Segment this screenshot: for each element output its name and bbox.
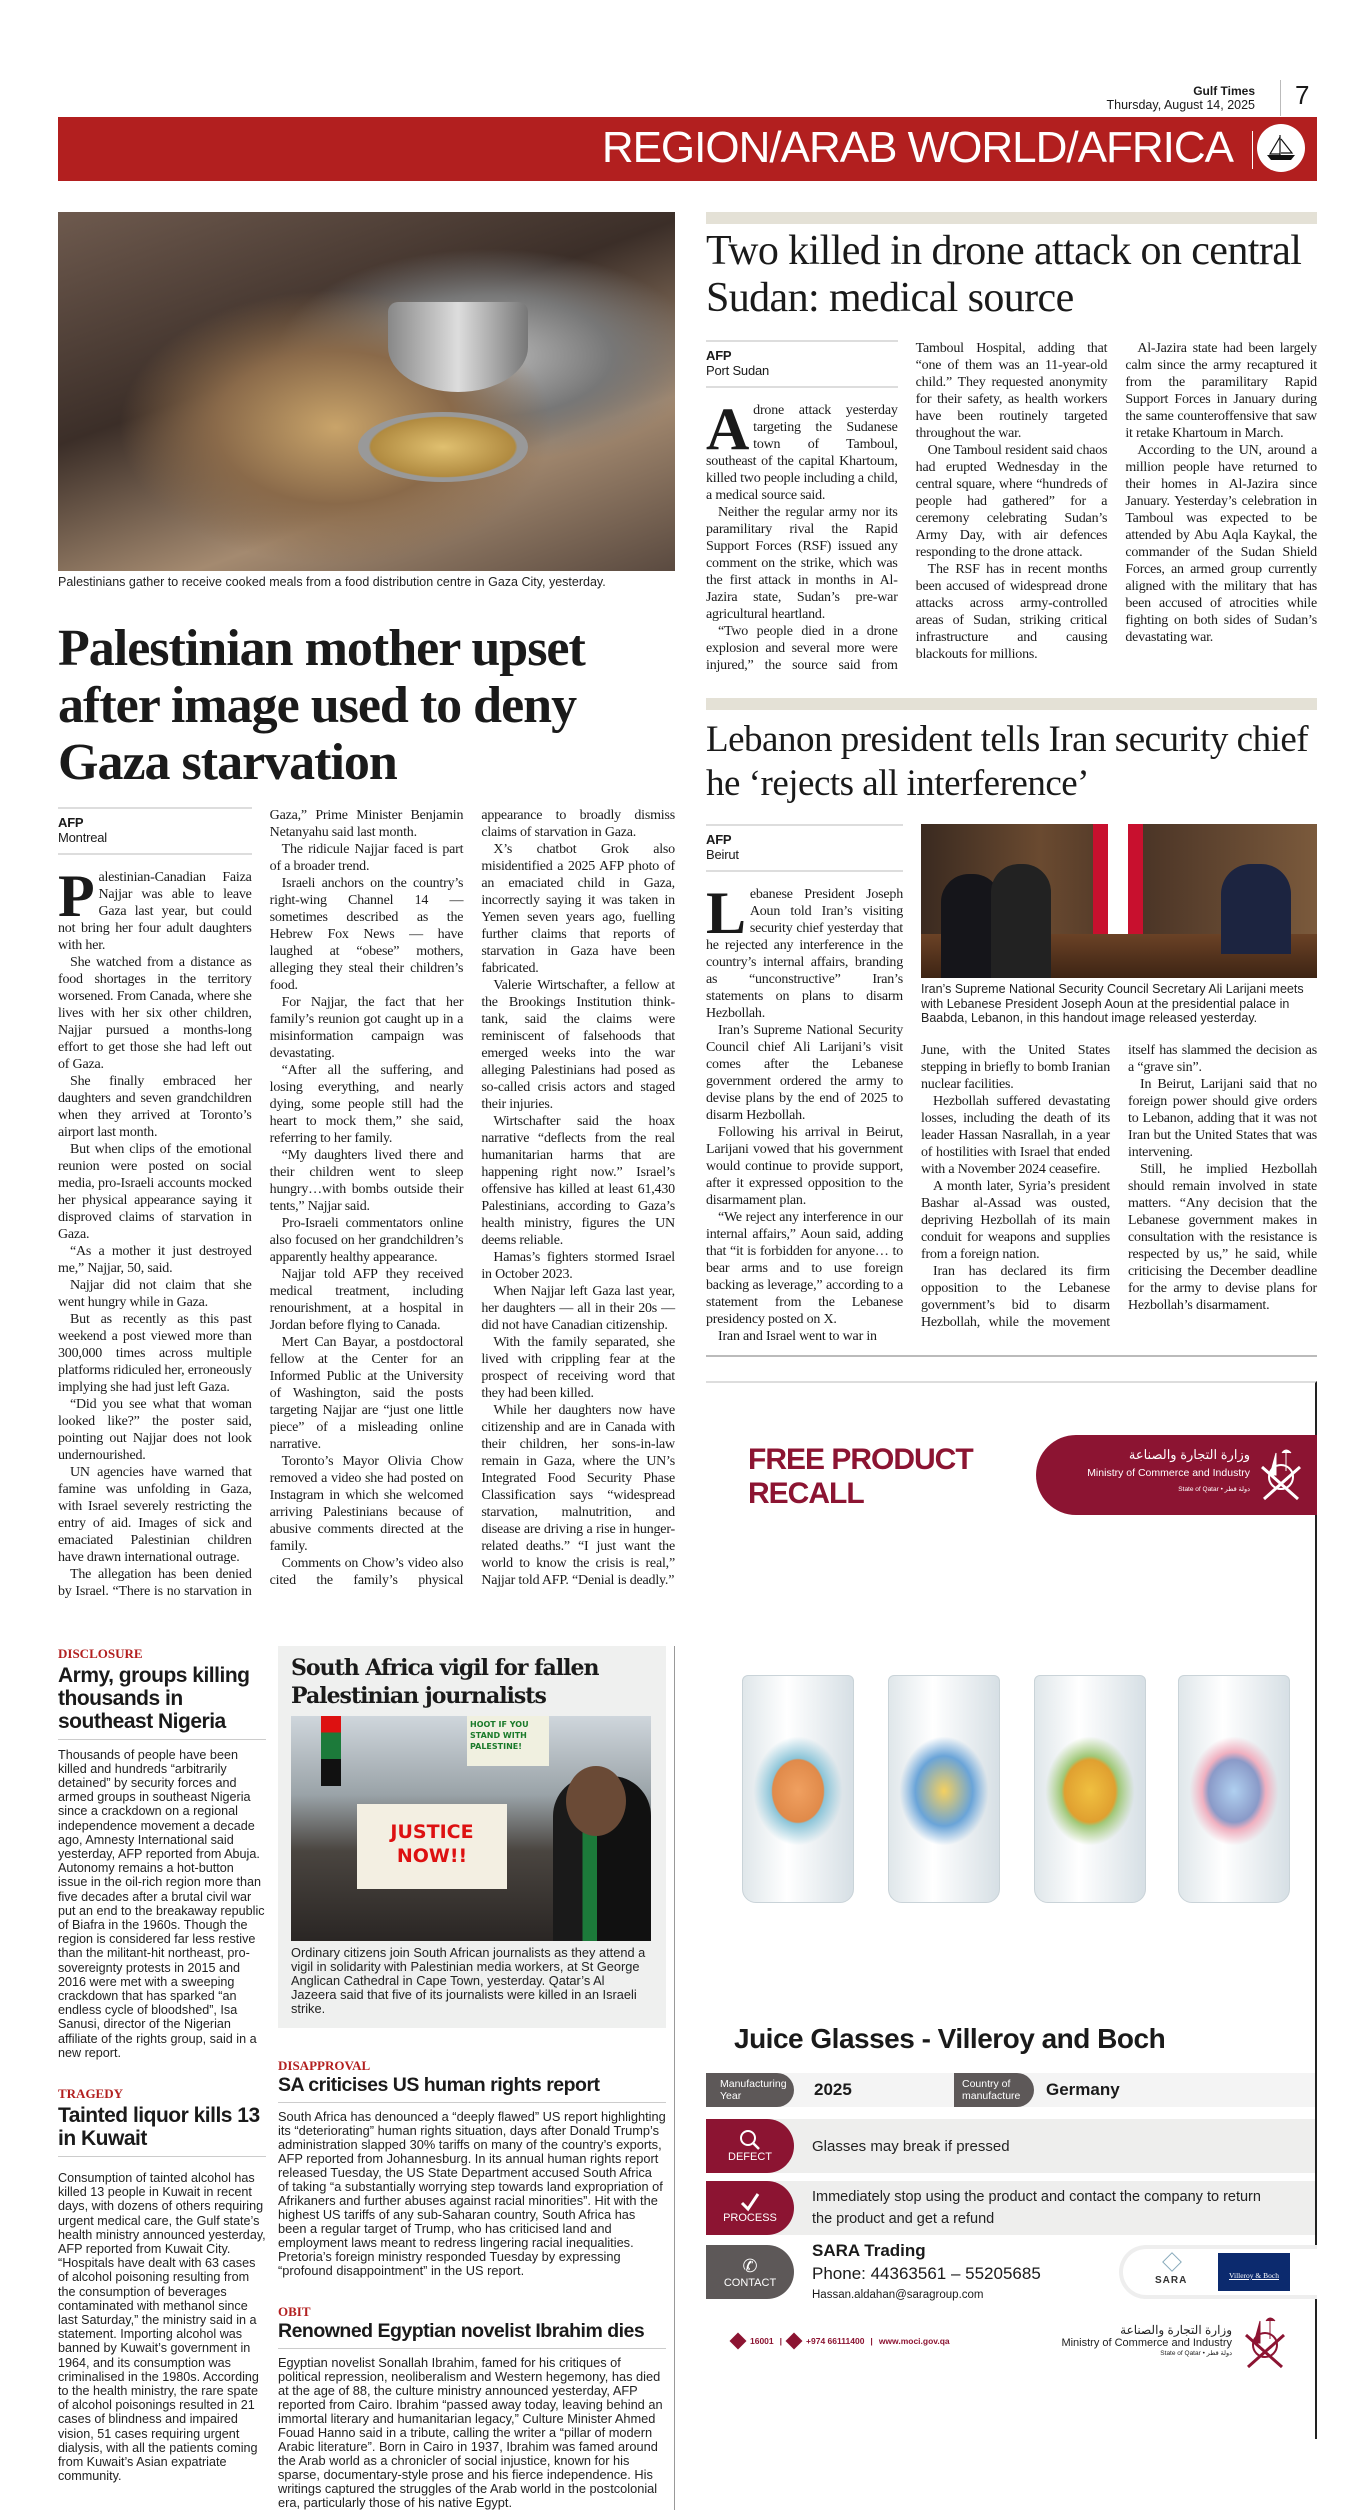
paragraph: X’s chatbot Grok also misidentified a 2025 AFP photo of an emaciated child in Gaza, incorrectly saying it was taken in Yemen seven years ago, fuelling further claims that reports of starvation in Gaza have been fabricated. [481, 841, 675, 976]
paragraph: Adrone attack yesterday targeting the Sudanese town of Tamboul, southeast of the capital Khartoum, killed two people including a child, a medical source said. [706, 396, 898, 503]
paragraph: Iran’s Supreme National Security Council chief Ali Larijani’s visit comes after the Lebanese government ordered the army to devise plans by the end of 2025 to disarm Hezbollah. [706, 1023, 903, 1123]
gaza-photo-caption: Palestinians gather to receive cooked meals from a food distribution centre in Gaza City, yesterday. [58, 575, 606, 589]
paragraph: Neither the regular army nor its paramilitary rival the Rapid Support Forces (RSF) issued any comment on the strike, which was the first attack in months in Al-Jazira state, Sudan’s pre-war agricultural heartland. [706, 505, 898, 622]
lebanon-article [706, 824, 1317, 1345]
state-of-qatar: State of Qatar • دولة قطر [1178, 1486, 1250, 1493]
kicker: DISCLOSURE [58, 1645, 143, 1661]
bottom-briefs [58, 1646, 675, 2510]
recall-title: FREE PRODUCT RECALL [748, 1443, 973, 1510]
dateline: Montreal [58, 829, 107, 845]
section-rule [706, 698, 1317, 710]
paragraph: UN agencies have warned that famine was unfolding in Gaza, with Israel severely restricting the entry of aid. Images of sick and emaciated Palestinian children have drawn international outrage. [58, 1464, 252, 1565]
process-tag [706, 2181, 794, 2235]
right-half [706, 212, 1317, 2439]
checkmark-icon [740, 2192, 760, 2212]
defect-tag [706, 2119, 794, 2173]
paragraph: When Najjar left Gaza last year, her daughters — all in their 20s — did not have Canadian citizenship. [481, 1283, 675, 1333]
glass [888, 1675, 1000, 1903]
year-value: 2025 [814, 2080, 852, 2099]
palestinian-flag [321, 1716, 341, 1786]
paragraph: “We reject any interference in our internal affairs,” Aoun said, adding that “it is forbidden for anyone… to bear arms and to use foreign backing as leverage,” according to a statement from the Lebanese presidency posted on X. [706, 1210, 903, 1327]
section-title: REGION/ARAB WORLD/AFRICA [601, 123, 1233, 172]
ministry-contacts [732, 2335, 950, 2347]
ministry-badge [1036, 1435, 1317, 1515]
qatar-emblem-icon [1242, 2315, 1288, 2376]
glass [742, 1675, 854, 1903]
lebanon-right [921, 824, 1317, 1345]
state-of-qatar: State of Qatar • دولة قطر [1160, 2350, 1232, 2357]
lebanon-headline: Lebanon president tells Iran security chief he ‘rejects all interference’ [706, 719, 1309, 804]
paragraph: Mert Can Bayar, a postdoctoral fellow at the Center for an Informed Public at the University of Washington, said the posts targeting Najjar are “just one little piece” of a misleading online narrative. [269, 1334, 464, 1452]
paragraph: While her daughters now have citizenship and are in Canada with their children, her sons-in-law remain in Gaza, where the UN’s Integrated Food Security Phase Classification says “widespread starvation, malnutrition, and disease are driving a rise in hunger-related deaths.” “I just want the world to know the crisis is real,” Najjar told AFP. “Denial is deadly.” [481, 1402, 675, 1588]
company-email[interactable]: Hassan.aldahan@saragroup.com [812, 2289, 984, 2301]
paragraph: Toronto’s Mayor Olivia Chow removed a video she had posted on Instagram in which she welcomed arriving Palestinians because of abusive comments directed at the family. [269, 1453, 464, 1554]
paragraph: According to the UN, around a million people have returned to their homes in Al-Jazira since January. Yesterday’s celebration in Tamboul was expected to be attended by Abu Aqla Kaykal, the commander of the Sudan Shield Forces, an armed group currently aligned with the military that has been accused of atrocities while fighting on both sides of Sudan’s devastating war. [1125, 443, 1317, 645]
brief-body: Egyptian novelist Sonallah Ibrahim, famed for his critiques of political repression, neoliberalism and Western hegemony, has died at the age of 88, the culture ministry announced yesterday, AFP reported from Cairo. Ibrahim “passed away today, leaving behind an immortal literary and humanitarian legacy,” Culture Minister Ahmed Fouad Hanno said in a tribute, calling the writer a “pillar of modern Arabic literature”. Born in Cairo in 1937, Ibrahim was famed around the Arab world as a chronicler of social injustice, known for his sparse, documentary-style prose and his fierce independence. His writings captured the struggles of the Arab world in the postcolonial era, particularly those of his native Egypt. [278, 2354, 663, 2510]
paragraph: She finally embraced her daughters and seven grandchildren when they arrived at Toronto’s airport last month. [58, 1073, 252, 1140]
divider: | [779, 2336, 783, 2346]
justice-now-banner: JUSTICE NOW!! [357, 1804, 507, 1889]
sudan-byline [706, 340, 898, 388]
divider [1252, 131, 1253, 169]
paragraph: “As a mother it just destroyed me,” Najjar, 50, said. [58, 1243, 252, 1276]
company-phone: Phone: 44363561 – 55205685 [812, 2264, 1041, 2283]
kicker: OBIT [278, 2303, 311, 2319]
defect-label: DEFECT [728, 2151, 772, 2163]
paragraph: In Beirut, Larijani said that no foreign power should give orders to Lebanon, adding that it was not Iran but the United States that was intervening. [1128, 1076, 1317, 1160]
page-number: 7 [1280, 80, 1309, 116]
paragraph: One Tamboul resident said chaos had erupted Wednesday in the central square, where “hundreds of people had gathered” for a ceremony celebrating Sudan’s Army Day, with air defences responding to the drone attack. [915, 443, 1108, 560]
whatsapp: +974 66111400 [806, 2336, 865, 2346]
kicker: DISAPPROVAL [278, 2057, 371, 2073]
hotline: 16001 [750, 2336, 774, 2346]
person [991, 864, 1051, 978]
larijani-aoun-meeting-photo [921, 824, 1317, 978]
paragraph: The ridicule Najjar faced is part of a broader trend. [269, 841, 464, 874]
paragraph: “Did you see what that woman looked like?” the poster said, pointing out Najjar does not look undernourished. [58, 1396, 252, 1463]
paragraph: Iran and Israel went to war in [718, 1329, 877, 1344]
lebanon-byline [706, 824, 903, 872]
defect-row [706, 2119, 1315, 2173]
process-label: PROCESS [723, 2212, 777, 2224]
vigil-box [278, 1646, 666, 2028]
dateline: Port Sudan [706, 363, 770, 378]
dhow-logo-icon [1257, 124, 1305, 172]
gaza-byline [58, 807, 252, 855]
left-half [58, 212, 675, 2510]
paragraph: A month later, Syria’s president Bashar al-Assad was ousted, depriving Hezbollah of its main conduit for weapons and supplies from a foreign nation. [921, 1178, 1110, 1262]
gaza-food-distribution-photo [58, 212, 675, 571]
contact-label: CONTACT [723, 2276, 777, 2289]
company-name: SARA Trading [812, 2241, 926, 2260]
paragraph: Najjar did not claim that she went hungry while in Gaza. [58, 1277, 252, 1310]
agency: AFP [58, 814, 84, 830]
qatar-emblem-icon [1258, 1447, 1304, 1508]
issue-date: Thursday, August 14, 2025 [1106, 98, 1255, 112]
paragraph: “Two people died in a drone explosion and several more were injured,” the source said from Tamboul Hospital, adding that “one of them was an 11-year-old child.” They requested anonymity for their safety, as health workers have been routinely targeted throughout the war. [706, 341, 1108, 673]
brief-body: Thousands of people have been killed and hundreds “arbitrarily detained” by security forces and armed groups in southeast Nigeria since a crackdown on a regional independence movement a decade ago, Amnesty International said yesterday, AFP reported from Abuja. Autonomy remains a hot-button issue in the oil-rich region more than five decades after a brutal civil war put an end to the breakaway republic of Biafra in the 1960s. Though the region is considered far less restive than the militant-hit northeast, pro-sovereignty protests in 2015 and 2016 were met with a sweeping crackdown that has sparked “an endless cycle of bloodshed”, Isa Sanusi, director of the Nigerian affiliate of the rights group, said in a new report. [58, 1747, 265, 2060]
paragraph: The RSF has in recent months been accused of widespread drone attacks across army-controlled areas of Sudan, striking critical infrastructure and causing blackouts for millions. [915, 562, 1108, 662]
process-text: Immediately stop using the product and contact the company to return the product and get a refund [812, 2189, 1261, 2227]
process-row [706, 2181, 1315, 2235]
lebanon-body-col23 [921, 1042, 1317, 1331]
brief-body: South Africa has denounced a “deeply flawed” US report highlighting its “deteriorating” human rights situation, days after Donald Trump’s administration slapped 30% tariffs on many of the country’s exports, AFP reported from Johannesburg. In its annual human rights report released Tuesday, the US State Department accused South Africa of taking “a substantially worrying step towards land expropriation of Afrikaners and further abuses against racial minorities”. Hit with the highest US tariffs of any sub-Saharan country, South Africa has been a regular target of Trump, who has criticised land and employment laws meant to redress lingering racial inequalities. Pretoria’s foreign ministry responded Tuesday by expressing “profound disappointment” in the US report. [278, 2108, 666, 2278]
paragraph: “After all the suffering, and losing everything, and nearly dying, some people still had the heart to mock them,” she said, referring to her family. [269, 1062, 464, 1146]
lebanon-flag [1093, 824, 1143, 944]
ministry-arabic: وزارة التجارة والصناعة [1120, 2323, 1232, 2337]
hotline-icon [730, 2333, 747, 2350]
divider [706, 1355, 1317, 1357]
agency: AFP [706, 832, 732, 847]
brief-headline: Army, groups killing thousands in southeast Nigeria [58, 1664, 266, 1740]
brief-headline: Tainted liquor kills 13 in Kuwait [58, 2104, 266, 2157]
paragraph: Palestinian-Canadian Faiza Najjar was able to leave Gaza last year, but could not bring her four adult daughters with her. [58, 862, 252, 953]
agency: AFP [706, 348, 732, 363]
paper-name: Gulf Times [1193, 84, 1255, 98]
paragraph: “My daughters lived there and their children went to sleep hungry…with bombs outside their tents,” Najjar said. [269, 1147, 464, 1214]
paragraph: June, with the United States stepping in briefly to bomb Iranian nuclear facilities. [921, 1042, 1110, 1092]
ministry-english: Ministry of Commerce and Industry [1061, 2337, 1232, 2349]
paragraph: Israeli anchors on the country’s right-wing Channel 14 — sometimes described as the Hebrew Fox News — have laughed at “obese” mothers, alleging they steal their children’s food. [269, 875, 464, 993]
lebanon-body-col1 [706, 824, 903, 1345]
left-briefs-column [58, 1646, 266, 2510]
paragraph: Hezbollah suffered devastating losses, including the death of its leader Hassan Nasrallah, in a year of hostilities with Israel that ended with a November 2024 ceasefire. [921, 1093, 1110, 1177]
gaza-headline: Palestinian mother upset after image used to deny Gaza starvation [58, 619, 585, 791]
paragraph: But when clips of the emotional reunion were posted on social media, pro-Israeli accounts mocked her physical appearance saying it disproved claims of starvation in Gaza. [58, 1141, 252, 1242]
sudan-body [706, 340, 1317, 674]
brand-logos [1119, 2245, 1317, 2299]
paragraph: With the family separated, she lived with crippling fear at the prospect of receiving word that they had been killed. [481, 1334, 675, 1401]
palestine-sign: HOOT IF YOU STAND WITH PALESTINE! [467, 1716, 549, 1766]
sara-logo: SARA [1155, 2275, 1188, 2286]
paragraph: The allegation has been denied by Israel. “There is no starvation in Gaza,” Prime Minister Benjamin Netanyahu said last month. [58, 807, 464, 1599]
paragraph: She watched from a distance as food shortages in the territory worsened. From Canada, where she lives with her six other children, Najjar pursued a months-long effort to get those she had left out of Gaza. [58, 954, 252, 1072]
magnifier-icon [739, 2129, 761, 2151]
juice-glasses-image [742, 1675, 1292, 1907]
paragraph: Al-Jazira state had been largely calm since the army recaptured it from the paramilitary Rapid Support Forces in January during the same counteroffensive that saw it retake Khartoum in March. [1125, 341, 1317, 441]
paragraph: Hamas’s fighters stormed Israel in October 2023. [481, 1249, 675, 1282]
paragraph: Najjar told AFP they received medical treatment, including renourishment, at a hospital in Jordan before flying to Canada. [269, 1266, 464, 1333]
kuwait-brief [58, 2086, 266, 2483]
kicker: TRAGEDY [58, 2085, 124, 2101]
country-label: Country of manufacture [954, 2073, 1034, 2107]
paragraph: Wirtschafter said the hoax narrative “deflects from the real humanitarian harms that are happening right now.” Israel’s offensive has killed at least 61,430 Palestinians, according to Gaza’s health ministry, figures the UN deems reliable. [481, 1113, 675, 1248]
contact-tag [706, 2245, 794, 2299]
paragraph: Following his arrival in Beirut, Larijani vowed that his government would continue to provide support, after it expressed opposition to the disarmament plan. [706, 1125, 903, 1208]
paragraph: For Najjar, the fact that her family’s reunion got caught up in a misinformation campaign was devastating. [269, 994, 464, 1061]
dateline: Beirut [706, 847, 739, 862]
obit-brief [278, 2304, 666, 2510]
section-rule [706, 212, 1317, 224]
vigil-headline: South Africa vigil for fallen Palestinian journalists [291, 1654, 599, 1709]
section-banner [58, 117, 1317, 181]
lebanon-photo-caption: Iran’s Supreme National Security Council Secretary Ali Larijani meets with Lebanese President Joseph Aoun at the presidential palace in Baabda, Lebanon, in this handout image released yesterday. [921, 982, 1304, 1025]
paragraph: But as recently as this past weekend a post viewed more than 300,000 times across multiple platforms ridiculed her, erroneously implying she had just left Gaza. [58, 1311, 252, 1395]
face [566, 1766, 626, 1836]
nigeria-brief [58, 1646, 266, 2060]
gaza-body [58, 807, 675, 1600]
vigil-photo [291, 1716, 651, 1941]
paragraph: Lebanese President Joseph Aoun told Iran’s visiting security chief yesterday that he rejected any interference in the country’s internal affairs, branding as “unconstructive” Iran’s statements on plans to disarm Hezbollah. [706, 880, 903, 1021]
paragraph: Still, he implied Hezbollah should remain involved in state matters. “Any decision that the Lebanese government makes in consultation with the resistance is respected by us,” he said, while criticising the December deadline for the army to devise plans for Hezbollah’s disarmament. [1128, 1161, 1317, 1313]
paragraph: Comments on Chow’s video also cited the family’s physical appearance to broadly dismiss claims of starvation in Gaza. [269, 807, 675, 1588]
brief-body: Consumption of tainted alcohol has killed 13 people in Kuwait in recent days, with dozens of others requiring urgent medical care, the Gulf state’s health ministry announced yesterday, AFP reported from Kuwait City. “Hospitals have dealt with 63 cases of alcohol poisoning resulting from the consumption of beverages contaminated with methanol since last Saturday,” the ministry said in a statement. Importing alcohol was banned by Kuwait’s government in 1964, and its consumption was criminalised in the 1980s. According to the health ministry, the rare spate of alcohol poisonings resulted in 21 cases of blindness and impaired vision, 51 cases requiring urgent dialysis, with all the patients coming from Kuwait’s Asian expatriate community. [58, 2170, 266, 2484]
sara-diamond-icon [1162, 2252, 1182, 2272]
vigil-caption: Ordinary citizens join South African journalists as they attend a vigil in solidarity with Palestinian media workers, at St George Anglican Cathedral in Cape Town, yesterday. Qatar’s Al Jazeera said that five of its journalists were killed in an Israeli strike. [291, 1944, 646, 2016]
whatsapp-icon [786, 2333, 803, 2350]
divider: | [870, 2336, 873, 2346]
product-recall-ad [706, 1381, 1317, 2439]
defect-text: Glasses may break if pressed [812, 2137, 1010, 2155]
ministry-footer-logo [1006, 2323, 1232, 2357]
brief-headline: SA criticises US human rights report [278, 2074, 666, 2103]
glass [1034, 1675, 1146, 1903]
phone-icon: ✆ [742, 2255, 758, 2276]
manufacture-row [706, 2073, 1315, 2107]
country-value: Germany [1046, 2080, 1120, 2099]
villeroy-boch-logo: Villeroy & Boch [1218, 2253, 1290, 2291]
paragraph: Pro-Israeli commentators online also focused on her grandchildren’s apparently healthy appearance. [269, 1215, 464, 1265]
paragraph: Iran has declared its firm opposition to the Lebanese government’s bid to disarm Hezbollah, while the movement itself has slammed the decision as a “grave sin”. [921, 1042, 1317, 1330]
ministry-arabic: وزارة التجارة والصناعة [1128, 1447, 1250, 1462]
sudan-headline: Two killed in drone attack on central Sudan: medical source [706, 228, 1302, 321]
masthead [1107, 84, 1255, 112]
website[interactable]: www.moci.gov.qa [878, 2336, 950, 2346]
cooking-pot [388, 302, 528, 392]
food-pot [358, 412, 528, 482]
ministry-english: Ministry of Commerce and Industry [1087, 1467, 1250, 1479]
year-label: Manufacturing Year [706, 2073, 794, 2107]
glass [1178, 1675, 1290, 1903]
product-name: Juice Glasses - Villeroy and Boch [734, 2023, 1166, 2054]
person [1221, 864, 1291, 954]
brief-headline: Renowned Egyptian novelist Ibrahim dies [278, 2320, 666, 2349]
paragraph: Valerie Wirtschafter, a fellow at the Brookings Institution think-tank, said the claims were reminiscent of falsehoods that emerged weeks into the war alleging Palestinians had posed as so-called crisis actors and staged their injuries. [481, 977, 675, 1112]
sa-report-brief [278, 2058, 666, 2278]
right-briefs-column [278, 1646, 675, 2510]
